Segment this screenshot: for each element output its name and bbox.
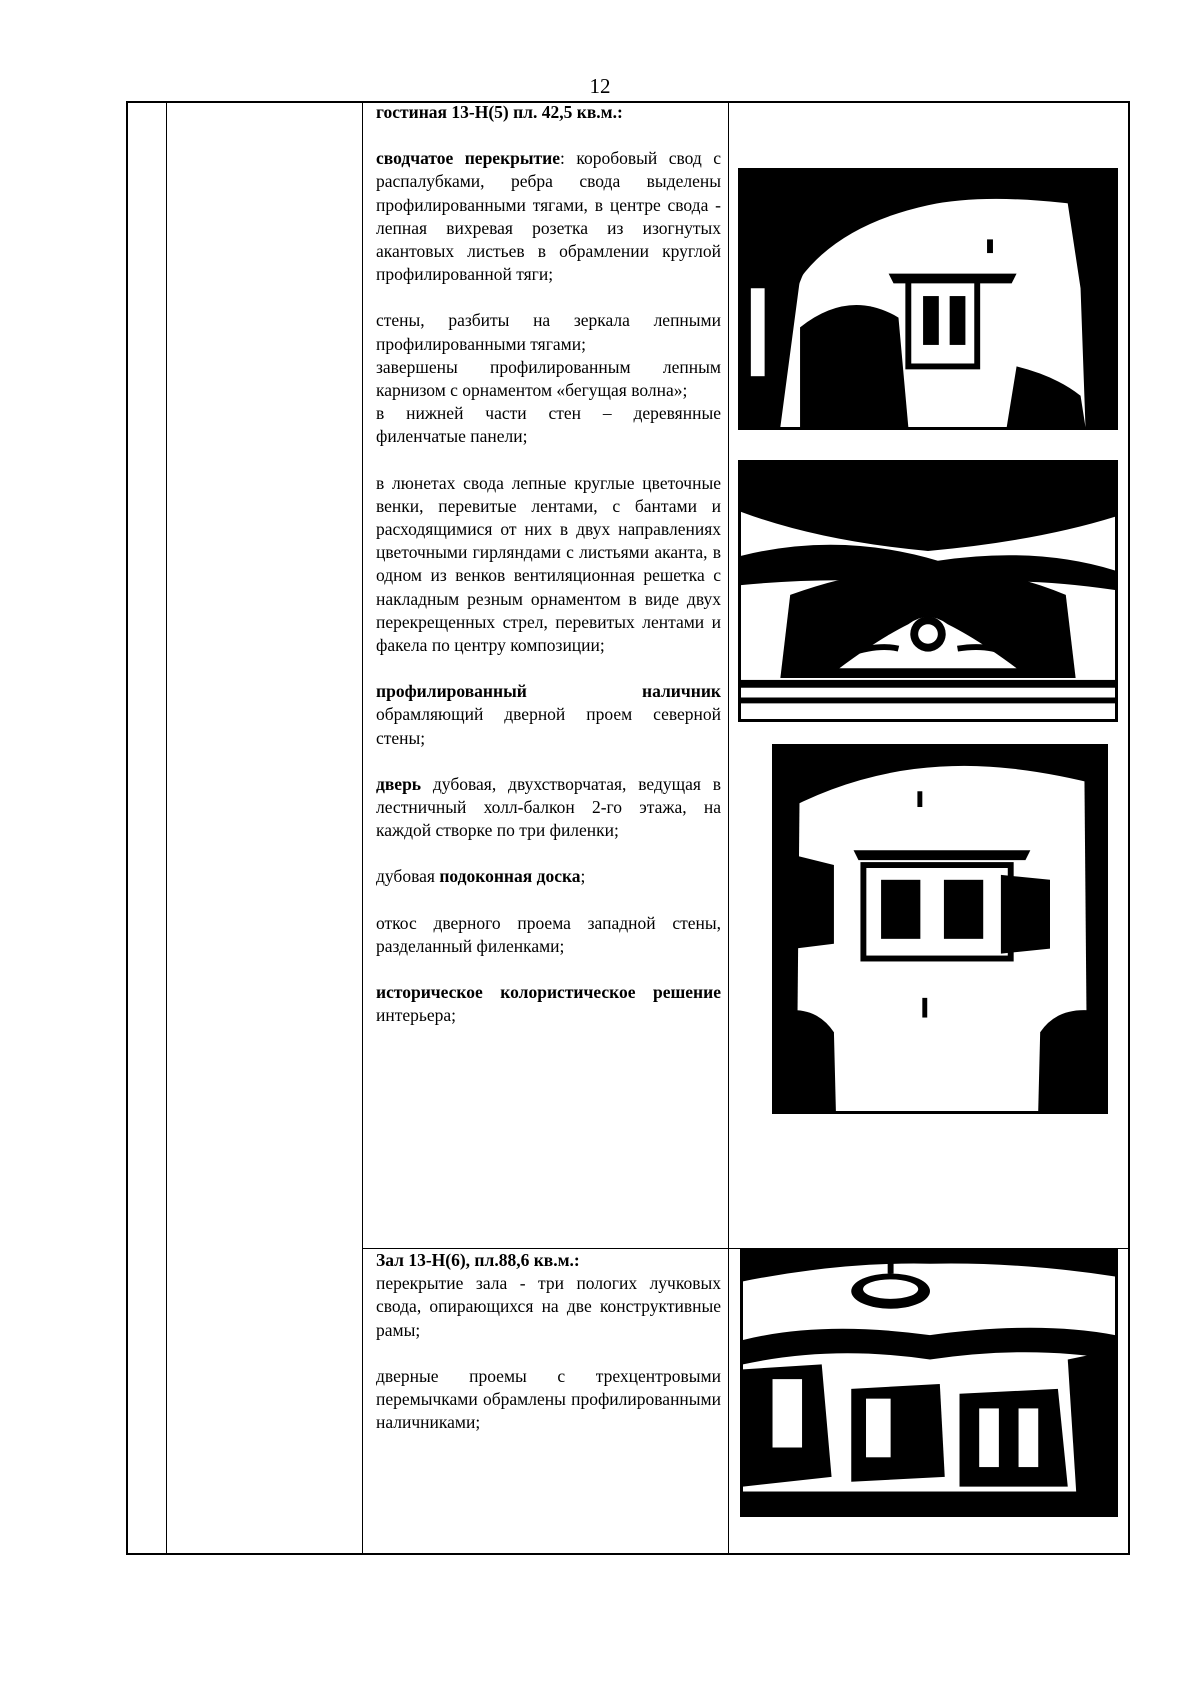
photo-door — [772, 744, 1108, 1114]
heritage-table — [126, 101, 1130, 1555]
column-divider-3 — [728, 103, 729, 1553]
column-divider-2 — [362, 103, 363, 1553]
section1-heading: гостиная 13-Н(5) пл. 42,5 кв.м.: — [376, 102, 623, 122]
paragraph-lunettes: в люнетах свода лепные круглые цветочные венки, перевитые лентами, с бантами и расходящимися от них в двух направлениях цветочными гирляндами с листьями аканта, в одном из венков вентиляционная решетка с накладным резным орнаментом в виде двух перекрещенных стрел, перевитых лентами и факела по центру композиции; — [376, 472, 721, 656]
section2-text — [376, 1249, 721, 1457]
paragraph-panels: в нижней части стен – деревянные филенчатые панели; — [376, 403, 721, 447]
paragraph-vault: сводчатое перекрытие: коробовый свод с распалубками, ребра свода выделены профилированными тягами, в центре свода - лепная вихревая розетка из изогнутых акантовых листьев в обрамлении круглой профилированной тяги; — [376, 148, 721, 285]
paragraph-door-reveal: откос дверного проема западной стены, разделанный филенками; — [376, 912, 721, 956]
section2-heading: Зал 13-Н(6), пл.88,6 кв.м.: — [376, 1250, 580, 1270]
photo-lunette-ornament — [738, 460, 1118, 722]
paragraph-casing: профилированный наличник обрамляющий дверной проем северной стены; — [376, 681, 721, 748]
section1-text — [376, 101, 721, 1051]
paragraph-hall-ceiling: перекрытие зала - три пологих лучковых свода, опирающихся на две конструктивные рамы; — [376, 1273, 721, 1340]
paragraph-color-scheme: историческое колористическое решение интерьера; — [376, 982, 721, 1026]
photo-vaulted-ceiling — [738, 168, 1118, 430]
page-number: 12 — [589, 74, 611, 98]
paragraph-walls: стены, разбиты на зеркала лепными профилированными тягами; — [376, 310, 721, 354]
photo-hall-chandelier — [740, 1249, 1118, 1517]
paragraph-sill: дубовая подоконная доска; — [376, 866, 586, 887]
paragraph-hall-doorways: дверные проемы с трехцентровыми перемычками обрамлены профилированными наличниками; — [376, 1365, 721, 1433]
paragraph-door: дверь дубовая, двухстворчатая, ведущая в лестничный холл-балкон 2-го этажа, на каждой створке по три филенки; — [376, 773, 721, 841]
paragraph-cornice: завершены профилированным лепным карнизом с орнаментом «бегущая волна»; — [376, 356, 721, 401]
column-divider-1 — [166, 103, 167, 1553]
